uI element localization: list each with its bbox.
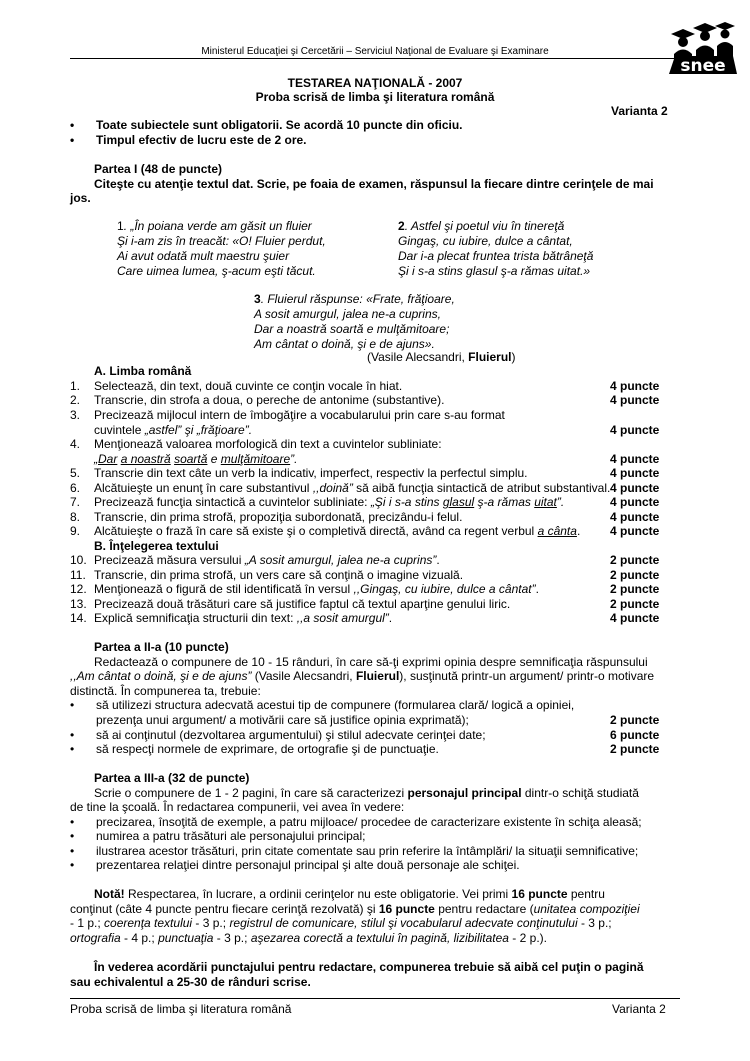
- part3-text: Scrie o compunere de 1 - 2 pagini, în care să caracterizezi personajul principal dintr-o schiţă studiată: [94, 786, 639, 800]
- question-8: 8. Transcrie, din prima strofă, propoziţia subordonată, precizându-i felul. 4 puncte: [70, 510, 660, 524]
- exam-subtitle: Proba scrisă de limba şi literatura română: [255, 90, 495, 104]
- question-7: 7. Precizează funcţia sintactică a cuvintelor subliniate: „Şi i s-a stins glasul ş-a rămas uitat”. 4 puncte: [70, 495, 660, 509]
- question-4: 4. Menţionează valoarea morfologică din text a cuvintelor subliniate:: [70, 437, 442, 451]
- part2-points: 6 puncte: [610, 728, 660, 742]
- part2-text: Redactează o compunere de 10 - 15 rânduri, în care să-ţi exprimi opinia despre semnificaţia răspunsului: [94, 655, 648, 669]
- section-b-heading: B. Înţelegerea textului: [94, 539, 219, 553]
- ministry-header: Ministerul Educaţiei şi Cercetării – Serviciul Naţional de Evaluare şi Examinare: [201, 46, 549, 57]
- snee-logo: [663, 18, 741, 76]
- part2-heading: Partea a II-a (10 puncte): [94, 640, 229, 654]
- note-line: Notă! Respectarea, în lucrare, a ordinii cerinţelor nu este obligatorie. Vei primi 16 puncte pentru: [94, 887, 605, 901]
- logo-text: snee: [680, 56, 726, 76]
- part2-text: distinctă. În compunerea ta, trebuie:: [70, 684, 261, 698]
- question-10: 10. Precizează măsura versului „A sosit amurgul, jalea ne-a cuprins”. 2 puncte: [70, 553, 660, 567]
- footer-left: Proba scrisă de limba şi literatura română: [70, 1002, 292, 1016]
- note-line: ortografia - 4 p.; punctuaţia - 3 p.; aşezarea corectă a textului în pagină, lizibilitatea - 2 p.).: [70, 931, 547, 945]
- question-5: 5. Transcrie din text câte un verb la indicativ, imperfect, respectiv la perfectul simplu. 4 puncte: [70, 466, 660, 480]
- variant-label: Varianta 2: [611, 104, 668, 118]
- part3-heading: Partea a III-a (32 de puncte): [94, 771, 250, 785]
- poem-stanza-3: 3. Fluierul răspunse: «Frate, frăţioare, A sosit amurgul, jalea ne-a cuprins, Dar a noastră soartă e mulţămitoare; Am cântat o doină, şi e de ajuns».: [254, 292, 455, 351]
- question-6: 6. Alcătuieşte un enunţ în care substantivul ,,doină” să aibă funcţia sintactică de atribut substantival. 4 puncte: [70, 481, 660, 495]
- final-requirement: sau echivalentul a 25-30 de rânduri scrise.: [70, 975, 311, 989]
- question-3-cont: cuvintele „astfel” şi „frăţioare”. 4 puncte: [94, 423, 660, 437]
- question-3: 3. Precizează mijlocul intern de îmbogăţire a vocabularului prin care s-au format: [70, 408, 505, 422]
- question-1: 1. Selectează, din text, două cuvinte ce conţin vocale în hiat. 4 puncte: [70, 379, 660, 393]
- poem-stanza-1: 1. „În poiana verde am găsit un fluier Şi i-am zis în treacăt: «O! Fluier perdut, Ai avut odată mult maestru şuier Care uimea lumea, ş-acum eşti tăcut.: [117, 219, 326, 278]
- poem-stanza-2: 2. Astfel şi poetul viu în tinereţă Gingaş, cu iubire, dulce a cântat, Dar i-a plecat fruntea trista bătrâneţă Şi i s-a stins glasul ş-a rămas uitat.»: [398, 219, 594, 278]
- note-line: conţinut (câte 4 puncte pentru fiecare cerinţă rezolvată) şi 16 puncte pentru redactare (unitatea compoziţiei: [70, 902, 640, 916]
- part2-points: 2 puncte: [610, 742, 660, 756]
- final-requirement: În vederea acordării punctajului pentru redactare, compunerea trebuie să aibă cel puţin o pagină: [94, 960, 644, 974]
- footer-right: Varianta 2: [612, 1002, 666, 1016]
- part3-text: de tine la şcoală. În redactarea compunerii, vei avea în vedere:: [70, 800, 405, 814]
- exam-title: TESTAREA NAŢIONALĂ - 2007: [287, 76, 463, 90]
- question-11: 11. Transcrie, din prima strofă, un vers care să conţină o imagine vizuală. 2 puncte: [70, 568, 660, 582]
- question-14: 14. Explică semnificaţia structurii din text: ,,a sosit amurgul”. 4 puncte: [70, 611, 660, 625]
- poem-attribution: (Vasile Alecsandri, Fluierul): [367, 350, 516, 364]
- part1-instruction-cont: jos.: [70, 191, 91, 205]
- section-a-heading: A. Limba română: [94, 364, 192, 378]
- part2-text: ,,Am cântat o doină, şi e de ajuns” (Vasile Alecsandri, Fluierul), susţinută printr-un argument/ printr-o motivare: [70, 669, 655, 683]
- footer-rule: [70, 998, 680, 999]
- part1-instruction: Citeşte cu atenţie textul dat. Scrie, pe foaia de examen, răspunsul la fiecare dintre cerinţele de mai: [94, 177, 654, 191]
- header-rule: [70, 58, 680, 59]
- question-2: 2. Transcrie, din strofa a doua, o pereche de antonime (substantive). 4 puncte: [70, 393, 660, 407]
- part2-bullet-cont: prezenţa unui argument/ a motivării care să justifice opinia exprimată); 2 puncte: [96, 713, 660, 727]
- question-13: 13. Precizează două trăsături care să justifice faptul că textul aparţine genului liric. 2 puncte: [70, 597, 660, 611]
- question-9: 9. Alcătuieşte o frază în care să existe şi o completivă directă, având ca regent verbul a cânta. 4 puncte: [70, 524, 660, 538]
- note-line: - 1 p.; coerenţa textului - 3 p.; registrul de comunicare, stilul şi vocabularul adecvate conţinutului - 3 p.;: [70, 916, 612, 930]
- question-12: 12. Menţionează o figură de stil identificată în versul ,,Gingaş, cu iubire, dulce a cântat”. 2 puncte: [70, 582, 660, 596]
- part1-heading: Partea I (48 de puncte): [94, 162, 223, 176]
- question-4-cont: „Dar a noastră soartă e mulţămitoare”. 4 puncte: [94, 452, 660, 466]
